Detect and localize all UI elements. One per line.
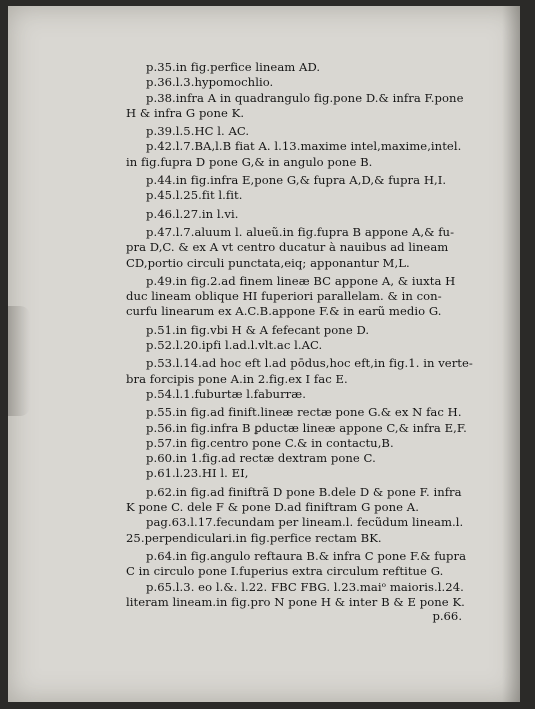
errata-line: p.44.in fig.infra E,pone G,& fupra A,D,& fupra H,I.	[146, 173, 447, 188]
errata-line: K pone C. dele F & pone D.ad finiftram G pone A.	[126, 500, 419, 515]
errata-line: p.64.in fig.angulo reftaura B.& infra C pone F.& fupra	[146, 548, 467, 563]
errata-line: p.62.in fig.ad finiftrã D pone B.dele D & pone F. infra	[146, 484, 462, 499]
errata-line: curfu linearum ex A.C.B.appone F.& in earũ medio G.	[126, 304, 442, 319]
errata-line: p.46.l.27.in l.vi.	[146, 206, 239, 221]
errata-line: p.61.l.23.HI l. EI,	[146, 466, 249, 481]
errata-line: p.52.l.20.ipfi l.ad.l.vlt.ac l.AC.	[146, 338, 323, 353]
errata-line: C in circulo pone I.fuperius extra circulum reftitue G.	[126, 564, 444, 579]
errata-line: p.47.l.7.aluum l. alueũ.in fig.fupra B appone A,& fu-	[146, 224, 455, 239]
errata-line: CD,portio circuli punctata,eiq; apponantur M,L.	[126, 255, 410, 270]
errata-line: duc lineam oblique HI fuperiori parallelam. & in con-	[126, 289, 442, 304]
errata-line: p.38.infra A in quadrangulo fig.pone D.& infra F.pone	[146, 90, 464, 105]
errata-line: p.56.in fig.infra B ꝑductæ lineæ appone C,& infra E,F.	[146, 420, 467, 435]
errata-line: p.42.l.7.BA,l.B fiat A. l.13.maxime intel,maxime,intel.	[146, 139, 462, 154]
errata-line: p.65.l.3. eo l.&. l.22. FBC FBG. l.23.maiᵒ maioris.l.24.	[146, 579, 464, 594]
errata-line: pag.63.l.17.fecundam per lineam.l. fecũdum lineam.l.	[146, 515, 464, 530]
errata-line: p.55.in fig.ad finift.lineæ rectæ pone G.& ex N fac H.	[146, 405, 462, 420]
errata-line: p.39.l.5.HC l. AC.	[146, 124, 250, 139]
catchword: p.66.	[432, 609, 462, 623]
errata-line: p.35.in fig.perfice lineam AD.	[146, 60, 321, 74]
errata-line: in fig.fupra D pone G,& in angulo pone B.	[126, 154, 373, 169]
errata-line: p.36.l.3.hypomochlio.	[146, 75, 274, 90]
errata-line: literam lineam.in fig.pro N pone H & inter B & E pone K.	[126, 594, 465, 609]
errata-line: p.45.l.25.fit l.fit.	[146, 188, 243, 203]
errata-line: pra D,C. & ex A vt centro ducatur à nauibus ad lineam	[126, 240, 449, 255]
errata-line: bra forcipis pone A.in 2.fig.ex I fac E.	[126, 371, 348, 386]
errata-line: p.49.in fig.2.ad finem lineæ BC appone A, & iuxta H	[146, 273, 456, 288]
errata-text	[126, 60, 496, 610]
errata-line: H & infra G pone K.	[126, 105, 245, 120]
binding-shadow	[8, 306, 30, 416]
errata-line: p.51.in fig.vbi H & A fefecant pone D.	[146, 322, 370, 337]
errata-line: p.57.in fig.centro pone C.& in contactu,B.	[146, 435, 394, 450]
errata-line: p.54.l.1.fuburtæ l.faburræ.	[146, 386, 306, 401]
book-page	[8, 6, 520, 702]
errata-line: p.53.l.14.ad hoc eft l.ad pōdus,hoc eft,in fig.1. in verte-	[146, 356, 473, 371]
errata-line: 25.perpendiculari.in fig.perfice rectam BK.	[126, 530, 382, 545]
page-edge	[502, 6, 520, 702]
errata-line: p.60.in 1.fig.ad rectæ dextram pone C.	[146, 451, 376, 466]
